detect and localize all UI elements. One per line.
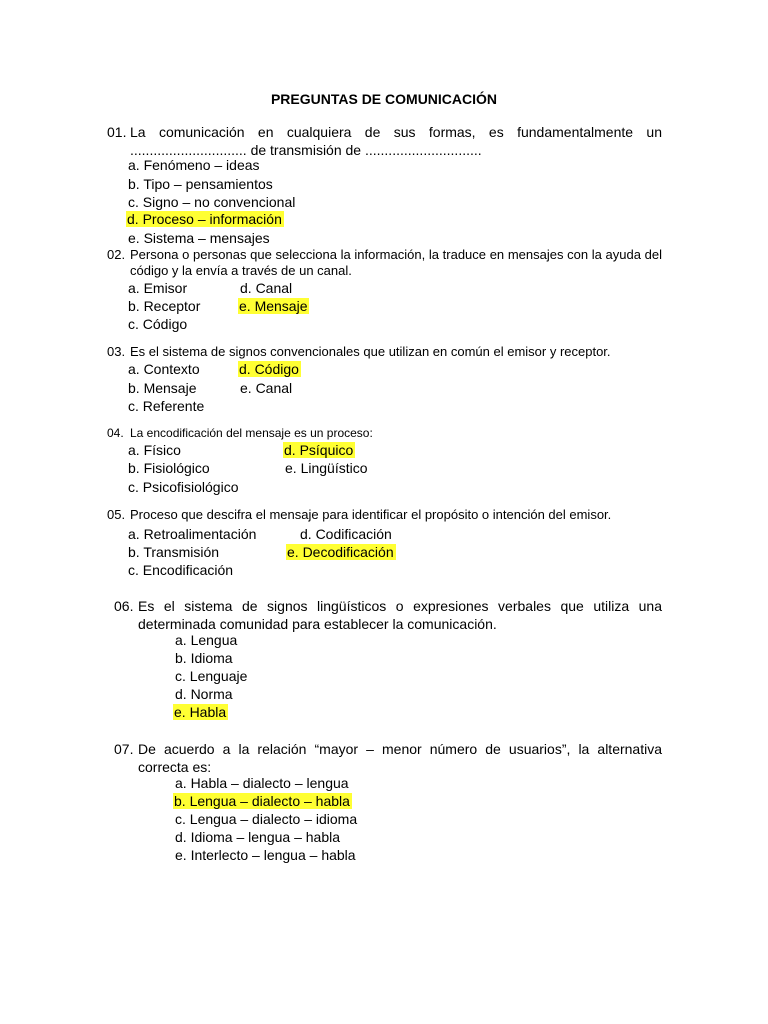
option-label: e. Sistema – mensajes [128,230,270,246]
option-label: a. Físico [128,442,181,458]
question-number: 04. [107,426,124,440]
option-e [240,379,292,397]
option-c [175,810,357,828]
option-c [128,397,204,415]
question-text: La encodificación del mensaje es un proceso: [130,426,373,440]
question-text: Proceso que descifra el mensaje para identificar el propósito o intención del emisor. [130,507,612,522]
option-label: b. Receptor [128,298,201,314]
option-a [128,360,200,378]
question-06 [114,597,662,633]
option-c [128,561,233,579]
option-label: e. Interlecto – lengua – habla [175,847,356,863]
option-c [128,478,239,496]
question-04 [107,425,662,441]
page-title: PREGUNTAS DE COMUNICACIÓN [270,91,498,107]
question-01 [107,123,662,159]
question-number: 03. [107,344,126,359]
option-label: c. Signo – no convencional [128,194,296,210]
answer-highlight: e. Decodificación [287,544,394,560]
option-d-correct [283,441,355,459]
option-c [175,667,247,685]
option-e-correct [173,703,228,721]
option-label: c. Lengua – dialecto – idioma [175,811,358,827]
option-label: b. Fisiológico [128,460,210,476]
option-a [128,156,260,174]
question-05 [107,507,662,523]
option-label: b. Transmisión [128,544,220,560]
option-b [128,379,196,397]
option-a [128,279,187,297]
answer-highlight: d. Código [239,361,299,377]
answer-highlight: e. Habla [174,704,227,720]
option-label: a. Habla – dialecto – lengua [175,775,349,791]
option-d-correct [126,210,284,228]
option-d [300,525,392,543]
answer-highlight: d. Psíquico [284,442,354,458]
option-e [175,846,356,864]
option-a [128,525,256,543]
question-text: De acuerdo a la relación “mayor – menor número de usuarios”, la alternativa correcta es: [138,741,662,775]
option-e-correct [286,543,396,561]
question-number: 06. [114,598,134,614]
question-number: 07. [114,741,134,757]
question-text: Es el sistema de signos convencionales que utilizan en común el emisor y receptor. [130,344,611,359]
question-text: La comunicación en cualquiera de sus formas, es fundamentalmente un .............................. de transmisión de .............................. [130,124,662,158]
option-d [240,279,292,297]
option-label: a. Emisor [128,280,188,296]
question-number: 01. [107,124,127,140]
answer-highlight: d. Proceso – información [127,211,282,227]
option-label: e. Lingüístico [285,460,368,476]
option-label: b. Idioma [175,650,233,666]
question-number: 02. [107,247,126,262]
option-label: c. Lenguaje [175,668,248,684]
option-e [285,459,368,477]
option-label: a. Fenómeno – ideas [128,157,260,173]
option-b [175,649,233,667]
option-d [175,685,233,703]
question-07 [114,740,662,776]
option-c [128,315,187,333]
question-text: Es el sistema de signos lingüísticos o expresiones verbales que utiliza una determinada comunidad para establecer la comunicación. [138,598,662,632]
option-e-correct [238,297,309,315]
option-label: a. Retroalimentación [128,526,257,542]
option-label: c. Código [128,316,188,332]
option-b [128,175,273,193]
option-a [175,774,349,792]
option-label: c. Encodificación [128,562,234,578]
question-number: 05. [107,507,126,522]
option-b [128,543,219,561]
question-02 [107,247,662,279]
question-03 [107,344,662,360]
option-label: d. Codificación [300,526,392,542]
answer-highlight: e. Mensaje [239,298,308,314]
option-label: d. Idioma – lengua – habla [175,829,341,845]
option-label: c. Referente [128,398,205,414]
option-label: c. Psicofisiológico [128,479,239,495]
option-d-correct [238,360,301,378]
option-a [175,631,237,649]
option-label: a. Lengua [175,632,238,648]
option-label: d. Canal [240,280,293,296]
option-b-correct [173,792,352,810]
answer-highlight: b. Lengua – dialecto – habla [174,793,350,809]
option-label: a. Contexto [128,361,200,377]
option-b [128,297,200,315]
option-label: e. Canal [240,380,293,396]
option-a [128,441,181,459]
option-b [128,459,210,477]
option-d [175,828,340,846]
option-label: b. Tipo – pensamientos [128,176,273,192]
option-c [128,193,295,211]
question-text: Persona o personas que selecciona la información, la traduce en mensajes con la ayuda del código y la envía a través de un canal. [130,247,662,278]
option-label: d. Norma [175,686,233,702]
option-e [128,229,270,247]
option-label: b. Mensaje [128,380,197,396]
